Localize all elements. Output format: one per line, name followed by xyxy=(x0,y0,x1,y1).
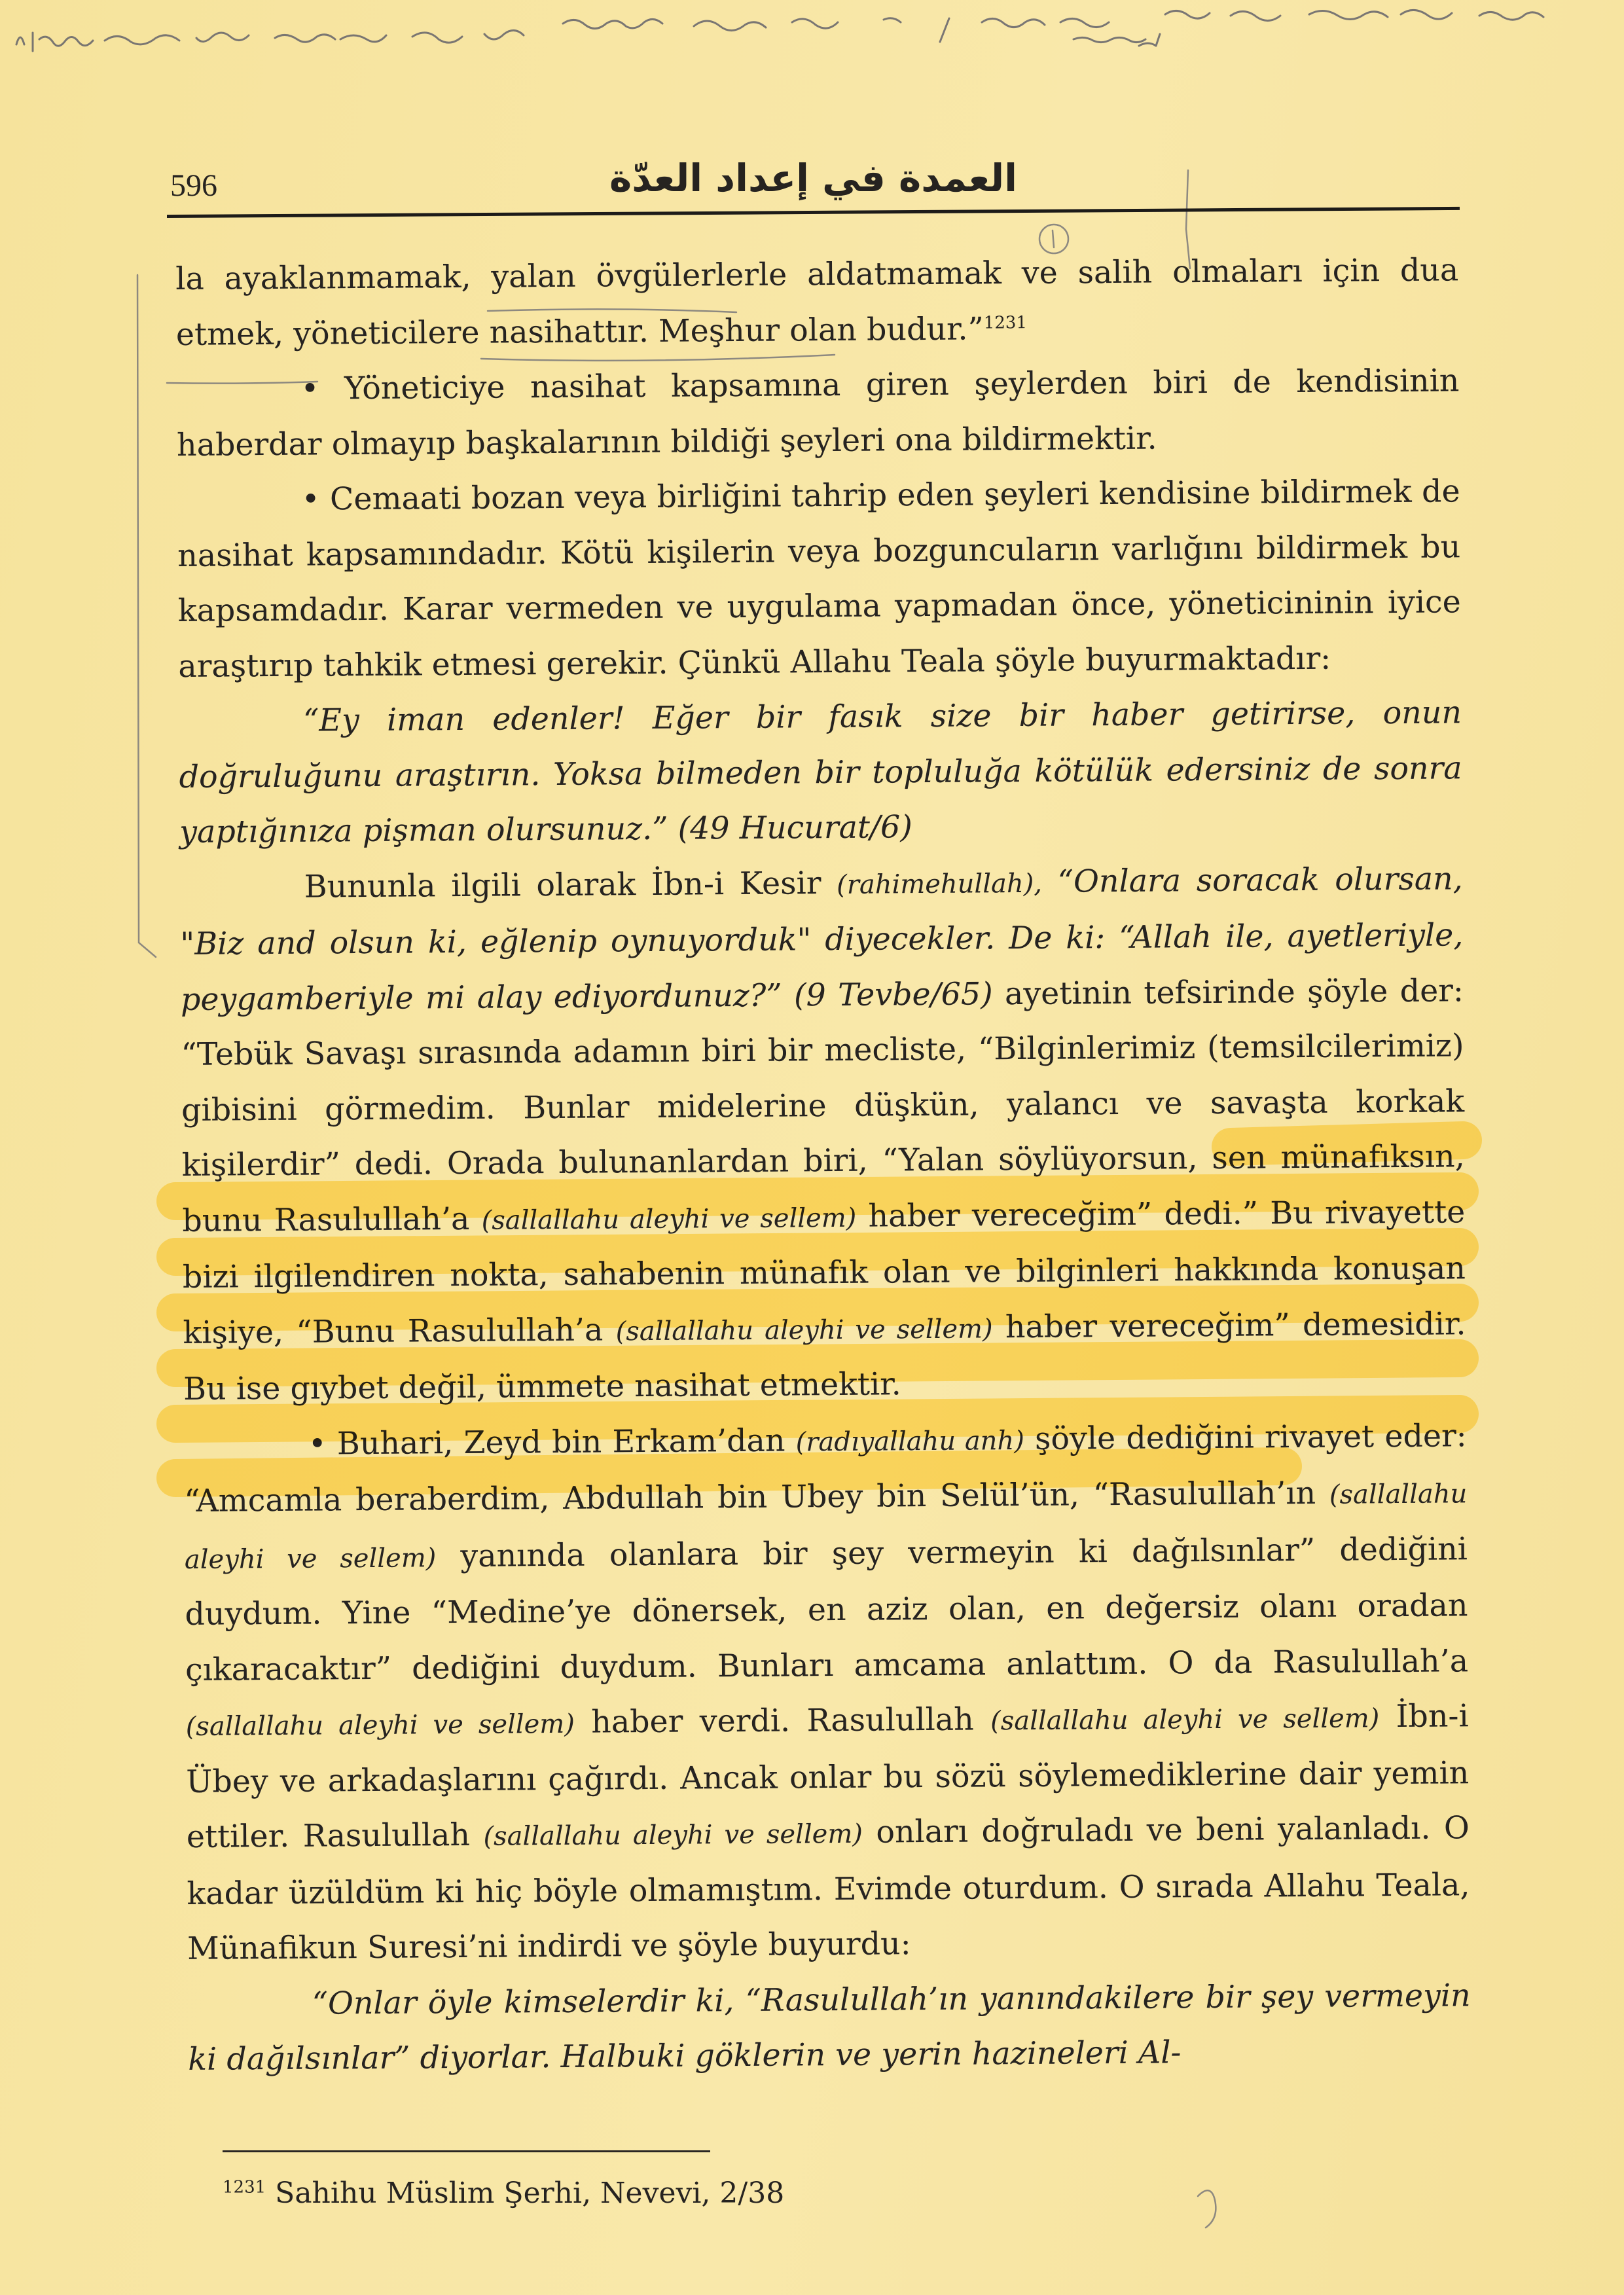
footnote-text: Sahihu Müslim Şerhi, Nevevi, 2/38 xyxy=(275,2177,785,2210)
paragraph: • Yöneticiye nasihat kapsamına giren şeylerden biri de kendisinin haberdar olmayıp başkalarının bildiği şeyleri ona bildirmektir. xyxy=(176,363,1460,463)
running-title: العمدة في إعداد العدّة xyxy=(609,156,1018,200)
footnote xyxy=(223,2177,784,2210)
paragraph: Bununla ilgili olarak İbn-i Kesir (rahimehullah), “Onlara soracak olursan, "Biz and olsun ki, eğlenip oynuyorduk" diyecekler. De ki: “Allah ile, ayetleriyle, peygamberiyle mi alay ediyordunuz?” (9 Tevbe/65) ayetinin tefsirinde şöyle der: “Tebük Savaşı sırasında adamın biri bir mecliste, “Bilginlerimiz (temsilcilerimiz) gibisini görmedim. Bunlar midelerine düşkün, yalancı ve savaşta korkak kişilerdir” dedi. Orada bulunanlardan biri, “Yalan söylüyorsun, sen münafıksın, bunu Rasulullah’a (sallallahu aleyhi ve sellem) haber vereceğim” dedi.” Bu rivayette bizi ilgilendiren nokta, sahabenin münafık olan ve bilginleri hakkında konuşan kişiye, “Bunu Rasulullah’a (sallallahu aleyhi ve sellem) haber vereceğim” demesidir. Bu ise gıybet değil, ümmete nasihat etmektir. xyxy=(180,860,1466,1407)
footnote-reference: 1231 xyxy=(983,312,1028,333)
page-number: 596 xyxy=(170,168,217,203)
paragraph: la ayaklanmamak, yalan övgülerlerle aldatmamak ve salih olmaları için dua etmek, yöneticilere nasihattır. Meşhur olan budur.”$^{1231}$ xyxy=(175,252,1459,353)
paragraph: • Cemaati bozan veya birliğini tahrip eden şeyleri kendisine bildirmek de nasihat kapsamındadır. Kötü kişilerin veya bozguncuların varlığını bildirmek bu kapsamdadır. Karar vermeden ve uygulama yapmadan önce, yöneticininin iyice araştırıp tahkik etmesi gerekir. Çünkü Allahu Teala şöyle buyurmaktadır: xyxy=(177,473,1461,685)
quran-quote: “Onlar öyle kimselerdir ki, “Rasulullah’ın yanındakilere bir şey vermeyin ki dağılsınlar” diyorlar. Halbuki göklerin ve yerin hazineleri Al- xyxy=(188,1977,1471,2078)
footnote-rule xyxy=(223,2150,710,2152)
quran-quote: “Ey iman edenler! Eğer bir fasık size bir haber getirirse, onun doğruluğunu araştırın. Yoksa bilmeden bir topluluğa kötülük edersiniz de sonra yaptığınıza pişman olursunuz.” (49 Hucurat/6) xyxy=(179,695,1462,850)
paragraph: • Buhari, Zeyd bin Erkam’dan (radıyallahu anh) şöyle dediğini rivayet eder: “Amcamla beraberdim, Abdullah bin Ubey bin Selül’ün, “Rasulullah’ın (sallallahu aleyhi ve sellem) yanında olanlara bir şey vermeyin ki dağılsınlar” dediğini duydum. Yine “Medine’ye dönersek, en aziz olan, en değersiz olanı oradan çıkaracaktır” dediğini duydum. Bunları amcama anlattım. O da Rasulullah’a (sallallahu aleyhi ve sellem) haber verdi. Rasulullah (sallallahu aleyhi ve sellem) İbn-i Übey ve arkadaşlarını çağırdı. Ancak onlar bu sözü söylemediklerine dair yemin ettiler. Rasulullah (sallallahu aleyhi ve sellem) onları doğruladı ve beni yalanladı. O kadar üzüldüm ki hiç böyle olmamıştım. Evimde oturdum. O sırada Allahu Teala, Münafikun Suresi’ni indirdi ve şöyle buyurdu: xyxy=(184,1417,1470,1967)
footnote-number: 1231 xyxy=(223,2177,266,2197)
